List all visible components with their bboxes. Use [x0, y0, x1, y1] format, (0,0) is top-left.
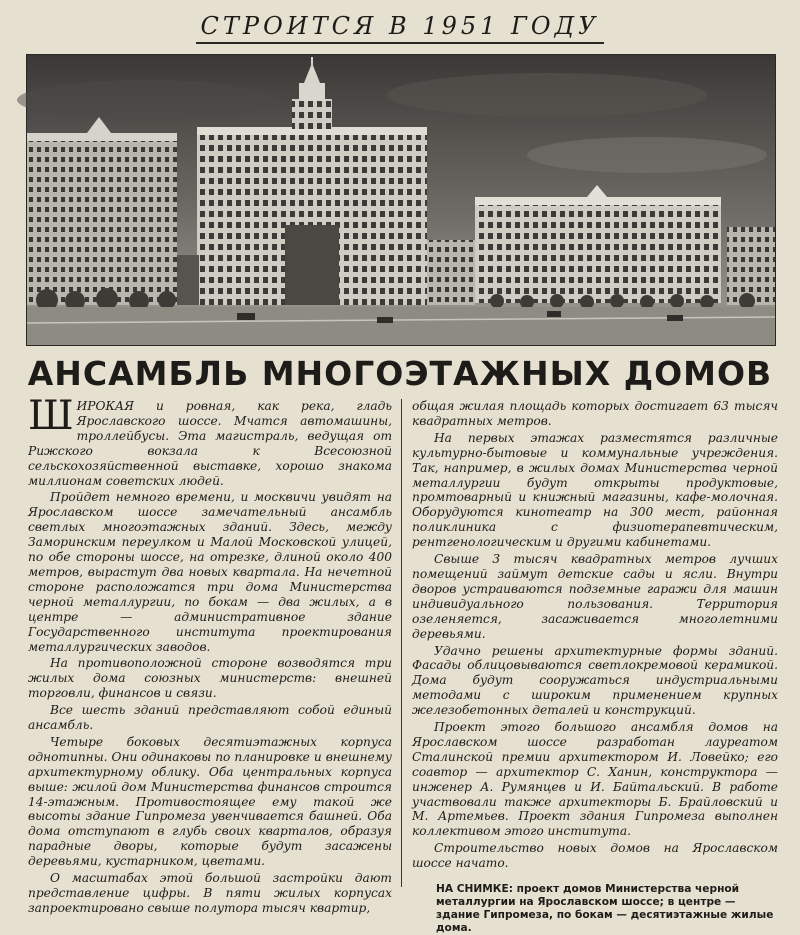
article-paragraph: На первых этажах разместятся различные культурно-бытовые и коммунальные учреждения. Так, например, в жилых домах Министерства черной металлургии будут открыты продуктовые, промтоварный и книжный магазины, кафе-молочная. Оборудуются кинотеатр на 300 мест, районная поликлиника с физиотерапевтическим, рентгенологическим и другими кабинетами. — [412, 430, 778, 550]
dropcap-letter: Ш — [28, 393, 74, 439]
article-paragraph: Пройдет немного времени, и москвичи увидят на Ярославском шоссе замечательный ансамбль светлых многоэтажных зданий. Здесь, между Замоpинским переулком и Малой Московской улицей, по обе стороны шоссе, на отрезке, длиной около 400 метров, вырастут два новых квартала. На нечетной стороне расположатся три дома Министерства черной металлургии, по бокам — два жилых, а в центре — административное здание Государственного института проектирования металлургических заводов. — [28, 490, 392, 654]
building-illustration — [27, 55, 775, 345]
article-headline: АНСАМБЛЬ МНОГОЭТАЖНЫХ ДОМОВ — [27, 354, 773, 393]
article-paragraph: Строительство новых домов на Ярославском шоссе начато. — [412, 841, 778, 871]
article-paragraph: Все шесть зданий представляют собой единый ансамбль. — [28, 703, 392, 733]
photo-caption: НА СНИМКЕ: проект домов Министерства черной металлургии на Ярославском шоссе; в центре — здание Гипромеза, по бокам — десятиэтажные жилые дома. — [436, 883, 774, 935]
article-paragraph — [28, 393, 392, 488]
section-kicker: СТРОИТСЯ В 1951 ГОДУ — [196, 10, 604, 44]
article-column-1 — [28, 393, 392, 915]
article-paragraph: На противоположной стороне возводятся три жилых дома союзных министерств: внешней торговли, финансов и связи. — [28, 656, 392, 701]
article-paragraph: Свыше 3 тысяч квадратных метров лучших помещений займут детские сады и ясли. Внутри дворов устраиваются подземные гаражи для машин индивидуального пользования. Территория озеленяется, засаживается многолетними деревьями. — [412, 552, 778, 641]
article-paragraph: общая жилая площадь которых достигает 63 тысяч квадратных метров. — [412, 399, 778, 428]
article-paragraph: Четыре боковых десятиэтажных корпуса однотипны. Они одинаковы по планировке и внешнему архитектурному облику. Оба центральных корпуса выше: жилой дом Министерства финансов строится 14-этажным. Противостоящее ему такой же высоты здание Гипромеза увенчивается башней. Оба дома отступают в глубь своих кварталов, образуя парадные дворы, которые будут засажены деревьями, кустарником, цветами. — [28, 734, 392, 869]
paragraph-text: ИРОКАЯ и ровная, как река, гладь Ярославского шоссе. Мчатся автомашины, троллейбусы. Эта магистраль, ведущая от Рижского вокзала к Всесоюзной сельскохозяйственной выставке, хорошо знакома миллионам советских людей. — [28, 399, 392, 488]
article-column-2 — [412, 399, 778, 935]
article-paragraph: Удачно решены архитектурные формы зданий. Фасады облицовываются светлокремовой керамикой. Дома будут сооружаться индустриальными методами с широким применением крупных железобетонных деталей и конструкций. — [412, 643, 778, 718]
ensemble-photo — [26, 54, 776, 346]
article-paragraph: Проект этого большого ансамбля домов на Ярославском шоссе разработан лауреатом Сталинской премии архитектором И. Ловейко; его соавтор — архитектор С. Ханин, конструктора — инженер А. Румянцев и И. Байтальский. В работе участвовали также архитекторы Б. Брайловский и М. Артемьев. Проект здания Гипромеза выполнен коллективом этого института. — [412, 720, 778, 839]
column-divider — [401, 399, 402, 887]
article-paragraph: О масштабах этой большой застройки дают представление цифры. В пяти жилых корпусах запроектировано свыше полутора тысяч квартир, — [28, 871, 392, 915]
